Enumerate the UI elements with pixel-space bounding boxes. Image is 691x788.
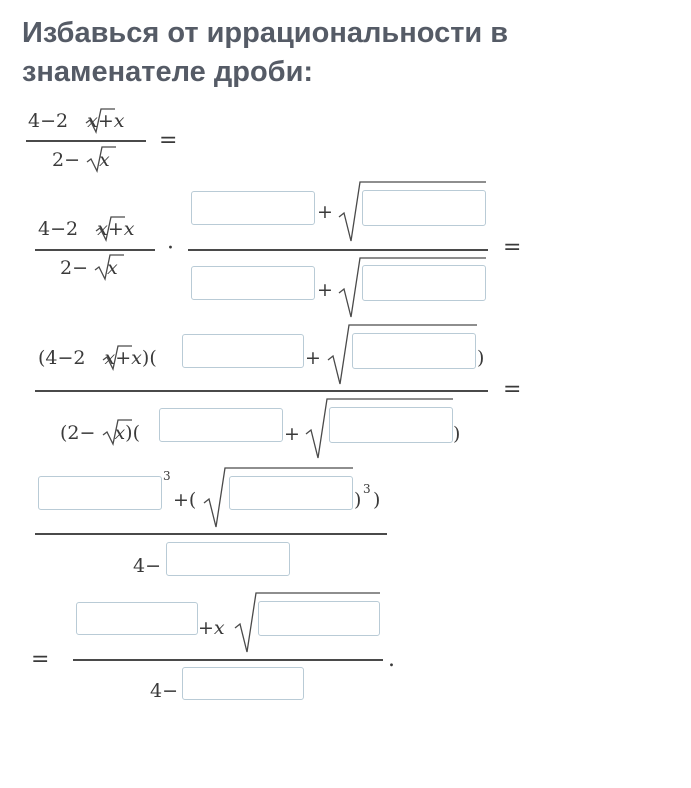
close-paren: ) (453, 423, 461, 445)
conjugate-denominator-root-input[interactable] (362, 265, 486, 301)
original-denominator: 2− x (52, 149, 110, 171)
expanded-numerator-prefix: (4−2 x+x)( (38, 347, 157, 369)
plus-sign: + (284, 423, 300, 445)
cube-root-input[interactable] (229, 476, 353, 510)
expanded-denominator-first-input[interactable] (159, 408, 283, 442)
plus-open-paren: +( (173, 489, 197, 511)
cube-base-input[interactable] (38, 476, 162, 510)
period: . (388, 647, 395, 672)
sqrt-icon (94, 254, 124, 281)
task-title: Избавься от иррациональности в знаменателе дроби: (22, 17, 509, 88)
expanded-numerator-first-input[interactable] (182, 334, 304, 368)
close-paren: ) (373, 489, 381, 511)
close-paren: ) (354, 489, 362, 511)
expanded-denominator-root-input[interactable] (329, 407, 453, 443)
conjugate-numerator-first-input[interactable] (191, 191, 315, 225)
equals-sign: = (503, 235, 522, 260)
multiply-dot: · (167, 236, 174, 261)
original-numerator: 4−2 x+x (38, 218, 135, 240)
plus-sign: + (317, 279, 333, 301)
original-denominator: 2− x (60, 257, 118, 279)
cube-denominator-input[interactable] (166, 542, 290, 576)
denominator-four-minus: 4− (133, 555, 162, 577)
expanded-numerator-root-input[interactable] (352, 333, 476, 369)
fraction-bar (73, 659, 383, 661)
sqrt-icon (85, 108, 115, 134)
original-numerator: 4−2 x+x (28, 110, 125, 132)
sqrt-icon (102, 345, 132, 371)
fraction-bar (35, 390, 488, 392)
expanded-denominator-prefix: (2− x)( (60, 422, 140, 444)
close-paren: ) (477, 347, 485, 369)
conjugate-numerator-root-input[interactable] (362, 190, 486, 226)
sqrt-icon (86, 146, 116, 173)
cube-exponent: 3 (363, 482, 371, 496)
conjugate-denominator-first-input[interactable] (191, 266, 315, 300)
plus-sign: + (305, 347, 321, 369)
denominator-four-minus: 4− (150, 680, 179, 702)
equals-sign: = (159, 128, 178, 153)
fraction-bar (188, 249, 488, 251)
fraction-bar (26, 140, 146, 142)
sqrt-icon (95, 216, 125, 242)
plus-sign: + (317, 201, 333, 223)
final-numerator-root-input[interactable] (258, 601, 380, 636)
final-denominator-input[interactable] (182, 667, 304, 700)
final-numerator-first-input[interactable] (76, 602, 198, 635)
equals-sign: = (31, 647, 50, 672)
fraction-bar (35, 533, 387, 535)
cube-exponent: 3 (163, 469, 171, 483)
equals-sign: = (503, 377, 522, 402)
fraction-bar (35, 249, 155, 251)
sqrt-icon (102, 419, 132, 446)
plus-x: +x (198, 617, 225, 639)
